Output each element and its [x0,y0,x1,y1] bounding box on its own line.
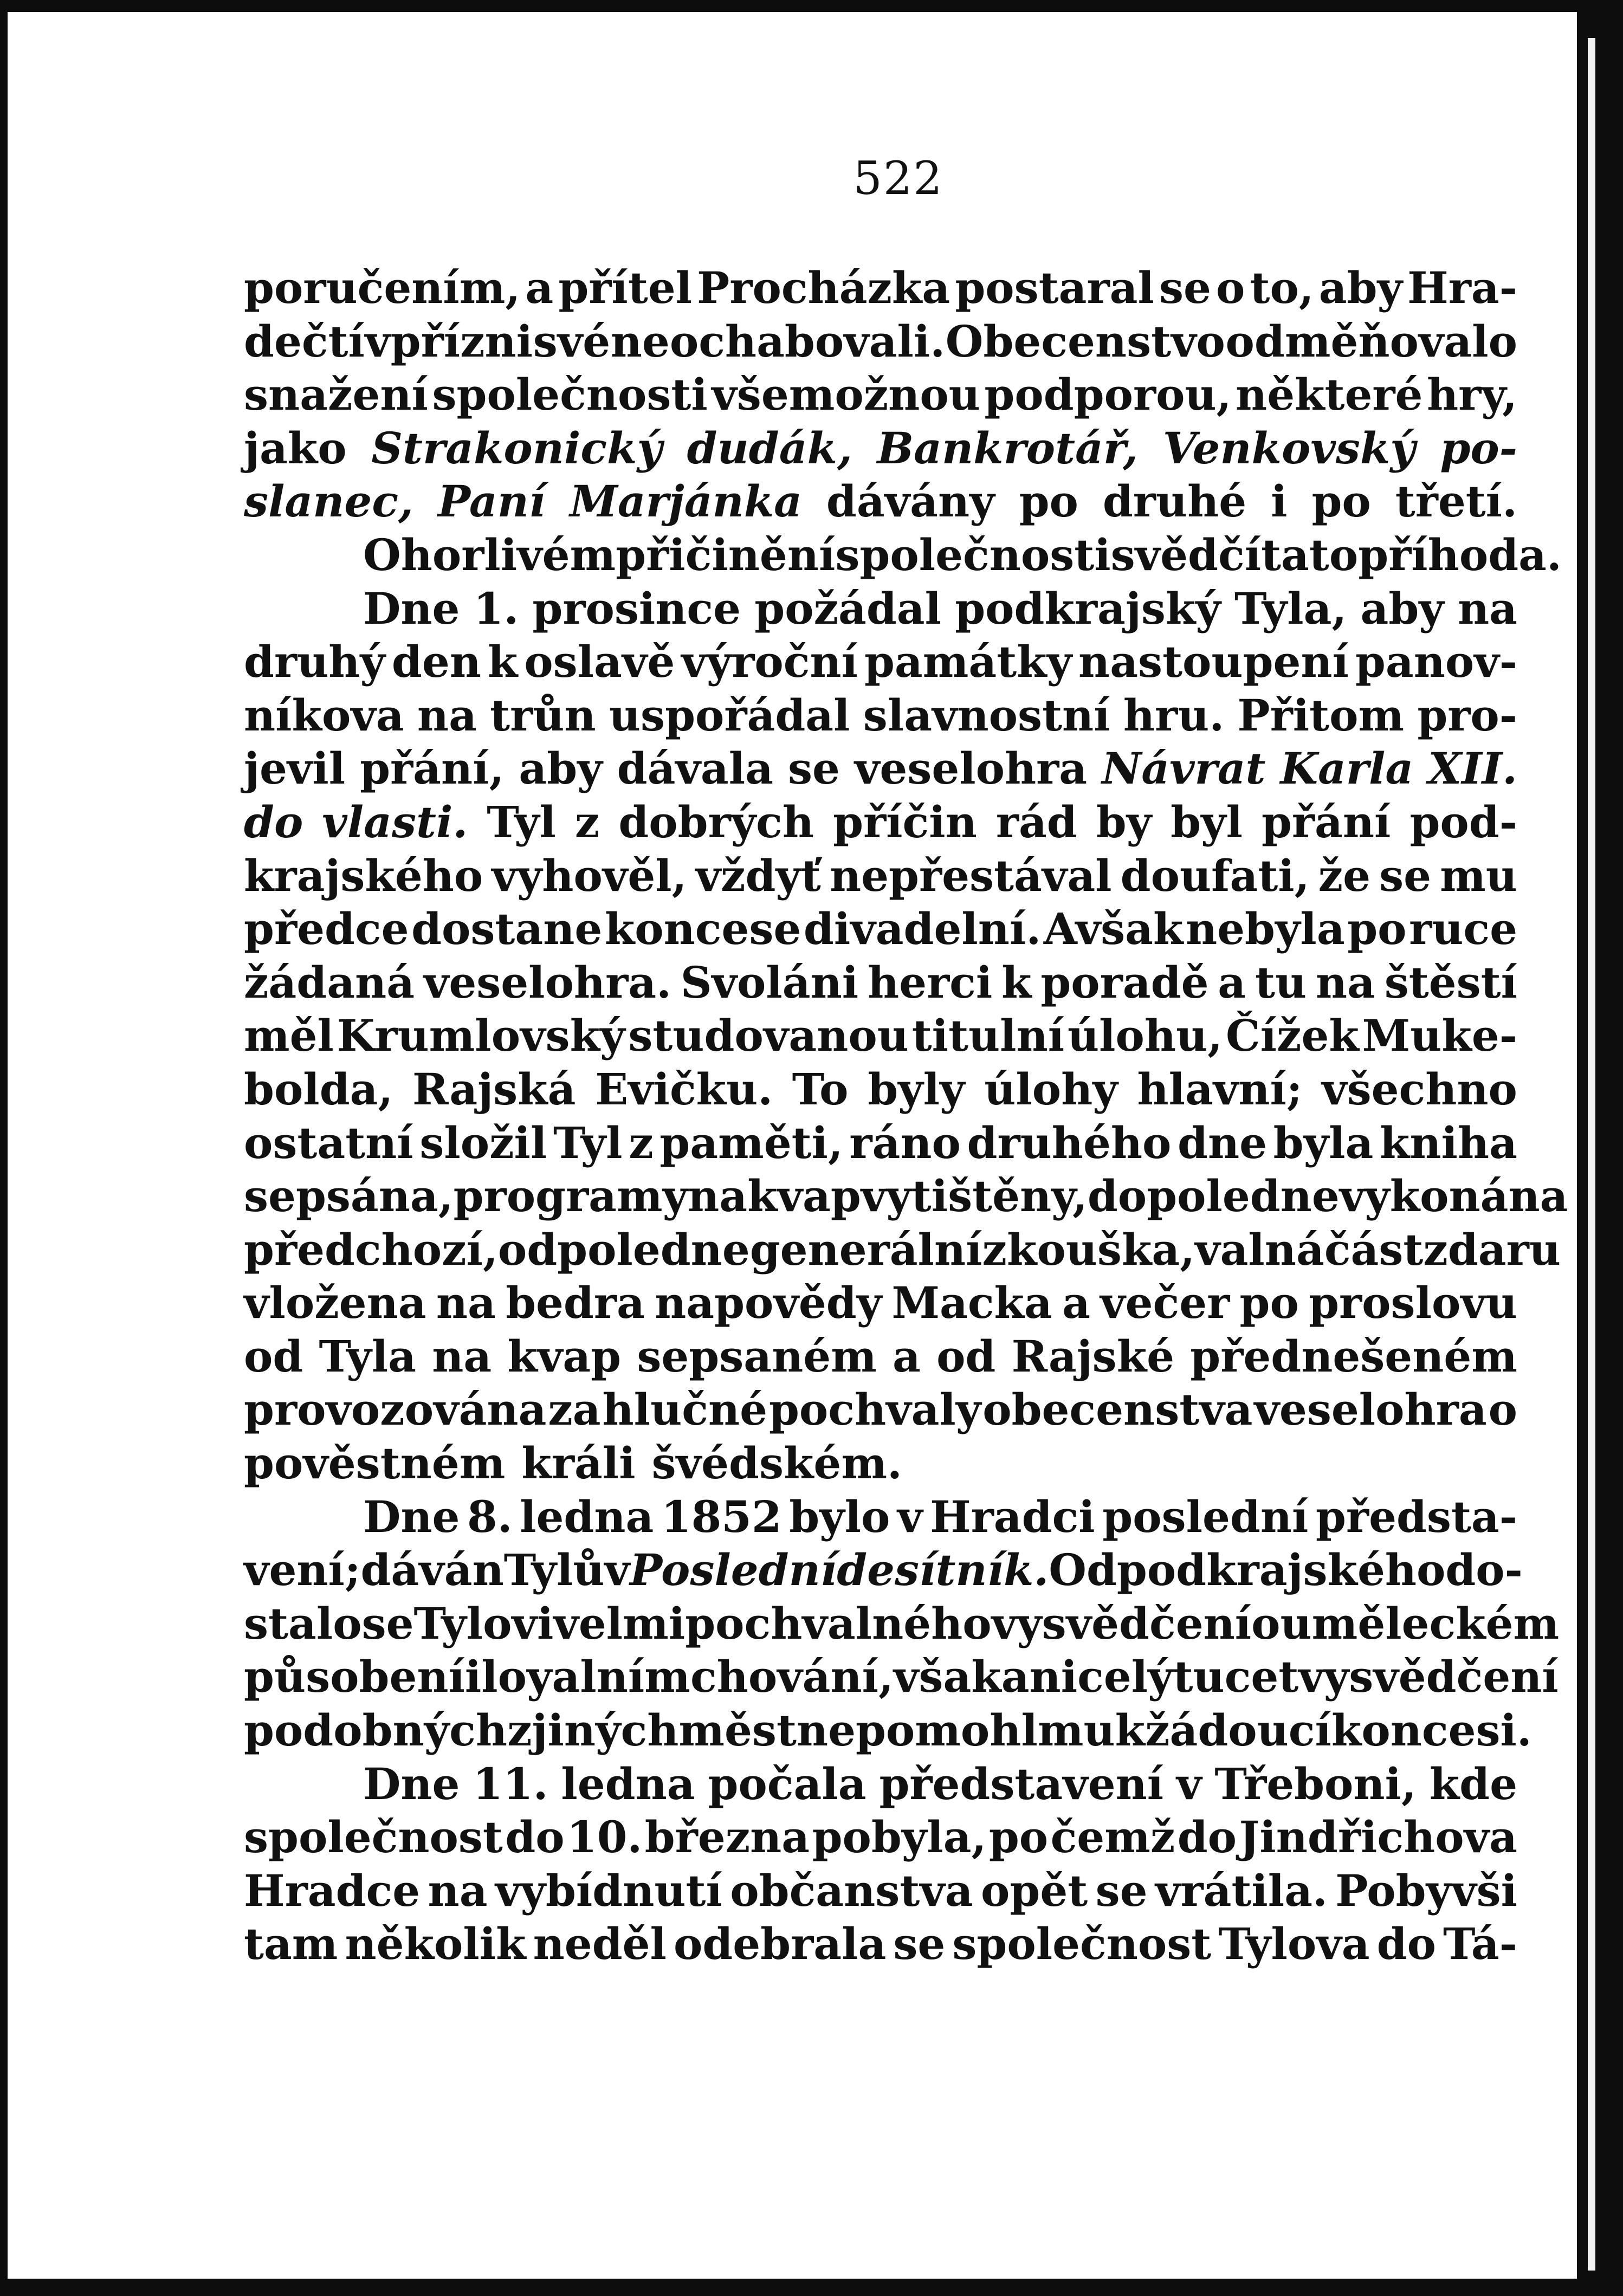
text-line: Hradce na vybídnutí občanstva opět se vrátila. Pobyvši [244,1865,1517,1916]
text-line: podobných z jiných měst nepomohl mu k žádoucí koncesi. [244,1705,1532,1756]
body-text [244,261,1568,1971]
scan-border-left [0,0,8,2296]
text-line: společnost do 10. března pobyla, po čemž do Jindřichova [244,1812,1517,1863]
scan-border-top [0,0,1623,12]
scan-border-right [1577,0,1623,2296]
text-line: níkova na trůn uspořádal slavnostní hru. Přitom pro- [244,689,1517,741]
page-number: 522 [853,152,943,205]
text-line: vložena na bedra napovědy Macka a večer po proslovu [244,1277,1517,1329]
text-line: bolda, Rajská Evičku. To byly úlohy hlavní; všechno [244,1063,1517,1115]
text-line: předce dostane koncese divadelní. Avšak nebyla po ruce [244,903,1517,955]
text-line: jako Strakonický dudák, Bankrotář, Venkovský po- [244,422,1517,474]
scan-border-bottom [0,2279,1623,2296]
text-line: žádaná veselohra. Svoláni herci k poradě a tu na štěstí [244,956,1517,1008]
text-line: stalo se Tylovi velmi pochvalného vysvědčení o uměleckém [244,1598,1560,1649]
text-line: předchozí, odpoledne generální zkouška, valná část zdaru [244,1224,1561,1275]
text-line: provozována za hlučné pochvaly obecenstva veselohra o [244,1384,1517,1435]
text-line: tam několik neděl odebrala se společnost Tylova do Tá- [244,1918,1517,1970]
text-line: dečtí v přízni své neochabovali. Obecenstvo odměňovalo [244,315,1517,367]
text-line: jevil přání, aby dávala se veselohra Návrat Karla XII. [244,743,1517,794]
text-line: pověstném králi švédském. [244,1438,902,1489]
text-line: Dne 1. prosince požádal podkrajský Tyla, aby na [363,583,1517,634]
text-line: do vlasti. Tyl z dobrých příčin rád by byl přání pod- [244,796,1517,848]
text-line: poručením, a přítel Procházka postaral se o to, aby Hra- [244,262,1517,313]
page-edge-highlight [1588,38,1595,2271]
text-line: druhý den k oslavě výroční památky nastoupení panov- [244,636,1517,688]
text-line: měl Krumlovský studovanou titulní úlohu, Čížek Muke- [244,1010,1517,1062]
text-line: vení; dáván Tylův Poslední desítník. Od podkrajského do- [244,1544,1523,1596]
text-line: snažení společnosti všemožnou podporou, některé hry, [244,369,1517,421]
text-line: slanec, Paní Marjánka dávány po druhé i po třetí. [244,476,1517,527]
text-line: od Tyla na kvap sepsaném a od Rajské přednešeném [244,1330,1517,1382]
text-line: sepsána, programy na kvap vytištěny, dopoledne vykonána [244,1170,1568,1222]
text-line: Dne 8. ledna 1852 bylo v Hradci poslední předsta- [363,1491,1517,1542]
text-line: působení i loyalním chování, však ani celý tucet vysvědčení [244,1651,1559,1703]
text-line: O horlivém přičinění společnosti svědčí tato příhoda. [363,529,1562,580]
text-line: krajského vyhověl, vždyť nepřestával doufati, že se mu [244,850,1517,901]
text-line: Dne 11. ledna počala představení v Třeboni, kde [363,1758,1517,1809]
text-line: ostatní složil Tyl z paměti, ráno druhého dne byla kniha [244,1117,1517,1168]
